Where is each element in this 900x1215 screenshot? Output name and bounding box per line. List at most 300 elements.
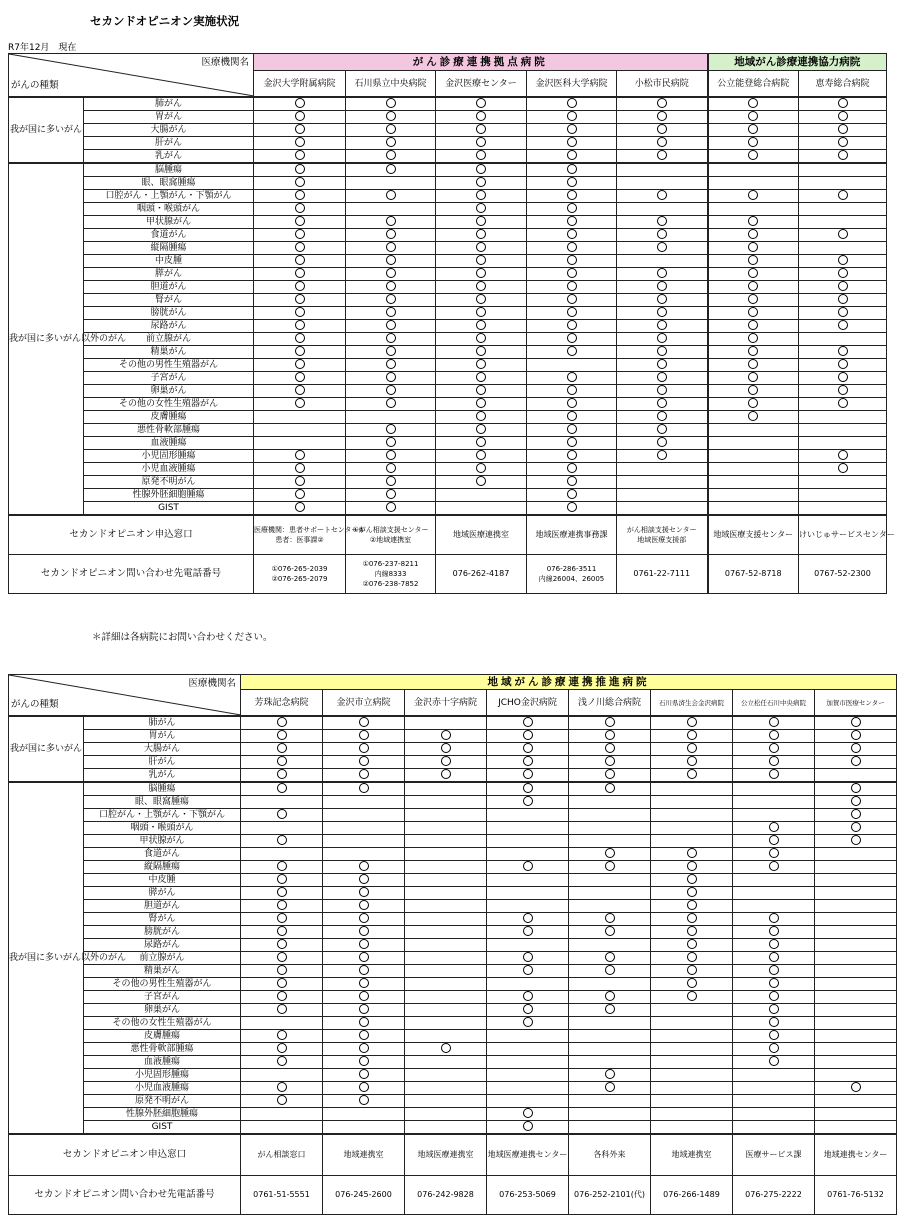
availability-cell <box>254 229 346 242</box>
window-text: 患者：医事課② <box>275 536 324 544</box>
phone-text: 0761-51-5551 <box>253 1190 310 1199</box>
availability-cell <box>651 991 733 1004</box>
available-circle-icon <box>386 398 396 408</box>
availability-cell <box>323 926 405 939</box>
available-circle-icon <box>769 848 779 858</box>
available-circle-icon <box>605 926 615 936</box>
available-circle-icon <box>657 437 667 447</box>
availability-cell <box>487 1108 569 1121</box>
availability-cell <box>815 991 897 1004</box>
availability-cell <box>346 307 436 320</box>
availability-cell <box>436 190 527 203</box>
table-row <box>9 398 887 411</box>
available-circle-icon <box>386 372 396 382</box>
availability-cell <box>569 1121 651 1135</box>
available-circle-icon <box>386 164 396 174</box>
available-circle-icon <box>657 150 667 160</box>
availability-cell <box>617 216 708 229</box>
available-circle-icon <box>386 463 396 473</box>
availability-cell <box>405 887 487 900</box>
availability-cell <box>405 939 487 952</box>
table-row <box>9 281 887 294</box>
availability-cell <box>815 782 897 796</box>
phone-text: 076-245-2600 <box>335 1190 392 1199</box>
availability-cell <box>241 848 323 861</box>
availability-cell <box>799 398 887 411</box>
availability-cell <box>323 900 405 913</box>
available-circle-icon <box>687 965 697 975</box>
cancer-type: 原発不明がん <box>84 476 254 489</box>
phone-text: 076-242-9828 <box>417 1190 474 1199</box>
availability-cell <box>254 268 346 281</box>
table-row <box>9 502 887 516</box>
availability-cell <box>323 913 405 926</box>
availability-cell <box>708 502 799 516</box>
available-circle-icon <box>476 307 486 317</box>
cancer-type: 血液腫瘍 <box>84 437 254 450</box>
availability-cell <box>799 124 887 137</box>
phone-text: 076-275-2222 <box>745 1190 802 1199</box>
availability-cell <box>527 97 617 111</box>
availability-cell <box>254 411 346 424</box>
table-row <box>9 372 887 385</box>
phone-text: 0767-52-2300 <box>814 569 871 578</box>
availability-cell <box>708 190 799 203</box>
availability-cell <box>617 150 708 164</box>
availability-cell <box>323 965 405 978</box>
availability-cell <box>617 346 708 359</box>
availability-cell <box>487 1069 569 1082</box>
available-circle-icon <box>748 346 758 356</box>
table-row <box>9 769 897 783</box>
available-circle-icon <box>838 450 848 460</box>
available-circle-icon <box>277 874 287 884</box>
availability-cell <box>346 411 436 424</box>
available-circle-icon <box>657 190 667 200</box>
table-row <box>9 437 887 450</box>
availability-cell <box>487 1030 569 1043</box>
table-row <box>9 716 897 730</box>
availability-cell <box>708 281 799 294</box>
availability-cell <box>569 1069 651 1082</box>
availability-cell <box>617 476 708 489</box>
availability-cell <box>254 398 346 411</box>
availability-cell <box>569 822 651 835</box>
category-other: 我が国に多いがん以外のがん <box>9 163 84 515</box>
availability-cell <box>617 450 708 463</box>
cancer-type: 中皮腫 <box>84 255 254 268</box>
availability-cell <box>487 965 569 978</box>
availability-cell <box>708 359 799 372</box>
available-circle-icon <box>523 769 533 779</box>
available-circle-icon <box>295 450 305 460</box>
available-circle-icon <box>851 743 861 753</box>
available-circle-icon <box>838 398 848 408</box>
availability-cell <box>241 1082 323 1095</box>
cancer-type: 咽頭・喉頭がん <box>84 203 254 216</box>
availability-cell <box>254 333 346 346</box>
hospital-window <box>436 515 527 555</box>
available-circle-icon <box>476 177 486 187</box>
hospital-phone <box>799 555 887 594</box>
available-circle-icon <box>386 294 396 304</box>
availability-cell <box>436 229 527 242</box>
phone-text: 内線8333 <box>374 570 407 578</box>
available-circle-icon <box>441 730 451 740</box>
availability-cell <box>405 1030 487 1043</box>
availability-cell <box>346 124 436 137</box>
available-circle-icon <box>851 730 861 740</box>
availability-cell <box>254 320 346 333</box>
available-circle-icon <box>838 307 848 317</box>
footnote: ＊詳細は各病院にお問い合わせください。 <box>92 632 273 643</box>
phone-text: 0761-76-5132 <box>827 1190 884 1199</box>
availability-cell <box>405 1069 487 1082</box>
available-circle-icon <box>277 756 287 766</box>
cancer-type: 胃がん <box>84 111 254 124</box>
available-circle-icon <box>523 1121 533 1131</box>
availability-cell <box>651 1069 733 1082</box>
availability-cell <box>254 124 346 137</box>
available-circle-icon <box>838 372 848 382</box>
hospital-window <box>241 1134 323 1176</box>
available-circle-icon <box>657 294 667 304</box>
cancer-type: 口腔がん・上顎がん・下顎がん <box>84 809 241 822</box>
available-circle-icon <box>605 861 615 871</box>
table-row <box>9 137 887 150</box>
cancer-type: 甲状腺がん <box>84 216 254 229</box>
available-circle-icon <box>851 796 861 806</box>
window-text: 地域医療連携室 <box>417 1150 474 1159</box>
availability-cell <box>405 1121 487 1135</box>
availability-cell <box>254 489 346 502</box>
available-circle-icon <box>605 783 615 793</box>
table-row <box>9 111 887 124</box>
availability-cell <box>254 346 346 359</box>
available-circle-icon <box>295 177 305 187</box>
availability-cell <box>799 229 887 242</box>
availability-cell <box>405 756 487 769</box>
available-circle-icon <box>386 489 396 499</box>
availability-cell <box>733 1017 815 1030</box>
window-text: がん相談支援センター <box>626 526 697 534</box>
available-circle-icon <box>476 203 486 213</box>
availability-cell <box>733 1056 815 1069</box>
available-circle-icon <box>567 294 577 304</box>
availability-cell <box>733 913 815 926</box>
availability-cell <box>708 150 799 164</box>
availability-cell <box>799 150 887 164</box>
available-circle-icon <box>295 124 305 134</box>
availability-cell <box>708 268 799 281</box>
availability-cell <box>241 861 323 874</box>
availability-cell <box>651 978 733 991</box>
available-circle-icon <box>277 861 287 871</box>
cancer-type: 悪性骨軟部腫瘍 <box>84 1043 241 1056</box>
availability-cell <box>241 1043 323 1056</box>
phone-text: 内線26004、26005 <box>538 575 605 583</box>
availability-cell <box>346 463 436 476</box>
availability-cell <box>254 97 346 111</box>
window-text: 地域医療支援センター <box>713 530 794 539</box>
hospital-window <box>346 515 436 555</box>
availability-cell <box>617 124 708 137</box>
available-circle-icon <box>295 203 305 213</box>
availability-cell <box>487 1004 569 1017</box>
available-circle-icon <box>441 1043 451 1053</box>
availability-cell <box>346 281 436 294</box>
availability-cell <box>708 372 799 385</box>
availability-cell <box>487 743 569 756</box>
available-circle-icon <box>359 1004 369 1014</box>
availability-cell <box>815 756 897 769</box>
hospital-phone <box>708 555 799 594</box>
available-circle-icon <box>523 1004 533 1014</box>
availability-cell <box>241 769 323 783</box>
availability-cell <box>241 730 323 743</box>
available-circle-icon <box>851 835 861 845</box>
available-circle-icon <box>359 1017 369 1027</box>
available-circle-icon <box>567 502 577 512</box>
table-row <box>9 1004 897 1017</box>
cancer-type: 乳がん <box>84 769 241 783</box>
available-circle-icon <box>476 111 486 121</box>
availability-cell <box>708 333 799 346</box>
availability-cell <box>569 939 651 952</box>
table-row <box>9 730 897 743</box>
available-circle-icon <box>277 913 287 923</box>
available-circle-icon <box>605 913 615 923</box>
table-row <box>9 346 887 359</box>
available-circle-icon <box>386 502 396 512</box>
availability-cell <box>346 229 436 242</box>
available-circle-icon <box>838 124 848 134</box>
table-row <box>9 874 897 887</box>
availability-cell <box>405 809 487 822</box>
available-circle-icon <box>295 307 305 317</box>
available-circle-icon <box>748 333 758 343</box>
availability-cell <box>405 991 487 1004</box>
table-row <box>9 848 897 861</box>
availability-cell <box>733 887 815 900</box>
hospital-name: 公立松任石川中央病院 <box>733 690 815 717</box>
available-circle-icon <box>657 398 667 408</box>
available-circle-icon <box>359 913 369 923</box>
available-circle-icon <box>748 294 758 304</box>
available-circle-icon <box>657 333 667 343</box>
availability-cell <box>733 1108 815 1121</box>
availability-cell <box>527 398 617 411</box>
availability-cell <box>323 716 405 730</box>
available-circle-icon <box>687 978 697 988</box>
availability-cell <box>708 450 799 463</box>
available-circle-icon <box>567 411 577 421</box>
hospital-phone <box>569 1176 651 1215</box>
table-row <box>9 978 897 991</box>
availability-cell <box>254 294 346 307</box>
table-row <box>9 216 887 229</box>
availability-cell <box>241 900 323 913</box>
hospital-phone <box>323 1176 405 1215</box>
availability-cell <box>815 835 897 848</box>
availability-cell <box>651 1121 733 1135</box>
cancer-type: 原発不明がん <box>84 1095 241 1108</box>
hospital-window <box>651 1134 733 1176</box>
hospital-phone <box>405 1176 487 1215</box>
availability-cell <box>733 1030 815 1043</box>
hospital-window <box>527 515 617 555</box>
available-circle-icon <box>277 835 287 845</box>
available-circle-icon <box>838 111 848 121</box>
hospital-name: 金沢大学附属病院 <box>254 71 346 98</box>
available-circle-icon <box>605 991 615 1001</box>
availability-cell <box>323 874 405 887</box>
available-circle-icon <box>567 242 577 252</box>
available-circle-icon <box>476 216 486 226</box>
available-circle-icon <box>476 164 486 174</box>
availability-cell <box>651 835 733 848</box>
availability-cell <box>708 463 799 476</box>
availability-cell <box>323 796 405 809</box>
availability-cell <box>815 1030 897 1043</box>
availability-cell <box>708 424 799 437</box>
available-circle-icon <box>277 769 287 779</box>
available-circle-icon <box>523 1017 533 1027</box>
available-circle-icon <box>838 255 848 265</box>
available-circle-icon <box>476 463 486 473</box>
available-circle-icon <box>295 255 305 265</box>
availability-cell <box>799 177 887 190</box>
available-circle-icon <box>567 98 577 108</box>
availability-cell <box>254 203 346 216</box>
availability-cell <box>436 268 527 281</box>
availability-cell <box>254 150 346 164</box>
cancer-type: 大腸がん <box>84 124 254 137</box>
available-circle-icon <box>277 1082 287 1092</box>
cancer-type: 悪性骨軟部腫瘍 <box>84 424 254 437</box>
availability-cell <box>708 177 799 190</box>
phone-label: セカンドオピニオン問い合わせ先電話番号 <box>9 555 254 594</box>
availability-cell <box>815 1017 897 1030</box>
available-circle-icon <box>657 111 667 121</box>
availability-cell <box>569 978 651 991</box>
available-circle-icon <box>567 372 577 382</box>
availability-cell <box>323 991 405 1004</box>
available-circle-icon <box>386 385 396 395</box>
available-circle-icon <box>657 229 667 239</box>
availability-cell <box>815 822 897 835</box>
availability-cell <box>254 385 346 398</box>
available-circle-icon <box>567 190 577 200</box>
table-row <box>9 424 887 437</box>
availability-cell <box>323 782 405 796</box>
available-circle-icon <box>687 887 697 897</box>
available-circle-icon <box>295 320 305 330</box>
available-circle-icon <box>838 137 848 147</box>
availability-cell <box>815 1043 897 1056</box>
cancer-type: 腎がん <box>84 913 241 926</box>
available-circle-icon <box>386 137 396 147</box>
hospital-name: 加賀市医療センター <box>815 690 897 717</box>
availability-cell <box>651 716 733 730</box>
cancer-type: 子宮がん <box>84 372 254 385</box>
hospital-group-header: がん診療連携拠点病院 <box>254 54 708 71</box>
availability-cell <box>708 346 799 359</box>
available-circle-icon <box>476 398 486 408</box>
availability-cell <box>527 281 617 294</box>
availability-cell <box>241 835 323 848</box>
table-row <box>9 991 897 1004</box>
available-circle-icon <box>523 965 533 975</box>
table-row <box>9 97 887 111</box>
availability-cell <box>617 203 708 216</box>
availability-cell <box>651 1108 733 1121</box>
available-circle-icon <box>605 952 615 962</box>
available-circle-icon <box>748 307 758 317</box>
available-circle-icon <box>277 926 287 936</box>
availability-cell <box>346 242 436 255</box>
available-circle-icon <box>838 320 848 330</box>
available-circle-icon <box>769 1043 779 1053</box>
cancer-type: 肝がん <box>84 137 254 150</box>
availability-cell <box>651 1082 733 1095</box>
available-circle-icon <box>523 861 533 871</box>
availability-cell <box>527 463 617 476</box>
table-row <box>9 1121 897 1135</box>
availability-cell <box>241 1017 323 1030</box>
available-circle-icon <box>605 1004 615 1014</box>
cancer-type: 脳腫瘍 <box>84 163 254 177</box>
availability-cell <box>436 242 527 255</box>
availability-cell <box>815 848 897 861</box>
hospital-phone <box>254 555 346 594</box>
availability-cell <box>254 281 346 294</box>
available-circle-icon <box>657 372 667 382</box>
availability-cell <box>241 1004 323 1017</box>
table-row <box>9 809 897 822</box>
available-circle-icon <box>386 281 396 291</box>
available-circle-icon <box>386 346 396 356</box>
available-circle-icon <box>386 424 396 434</box>
availability-cell <box>617 281 708 294</box>
availability-cell <box>651 900 733 913</box>
available-circle-icon <box>277 991 287 1001</box>
availability-cell <box>651 965 733 978</box>
availability-cell <box>436 177 527 190</box>
available-circle-icon <box>386 255 396 265</box>
availability-cell <box>323 809 405 822</box>
availability-cell <box>254 190 346 203</box>
availability-cell <box>241 939 323 952</box>
availability-cell <box>617 463 708 476</box>
availability-cell <box>799 137 887 150</box>
header-corner <box>9 675 241 717</box>
cancer-type: 乳がん <box>84 150 254 164</box>
availability-cell <box>346 203 436 216</box>
table-designated-hospitals <box>8 53 895 594</box>
availability-cell <box>527 307 617 320</box>
availability-cell <box>569 861 651 874</box>
availability-cell <box>708 320 799 333</box>
hospital-window <box>815 1134 897 1176</box>
available-circle-icon <box>476 476 486 486</box>
availability-cell <box>708 255 799 268</box>
available-circle-icon <box>687 952 697 962</box>
availability-cell <box>405 1017 487 1030</box>
available-circle-icon <box>476 359 486 369</box>
available-circle-icon <box>476 372 486 382</box>
availability-cell <box>436 502 527 516</box>
